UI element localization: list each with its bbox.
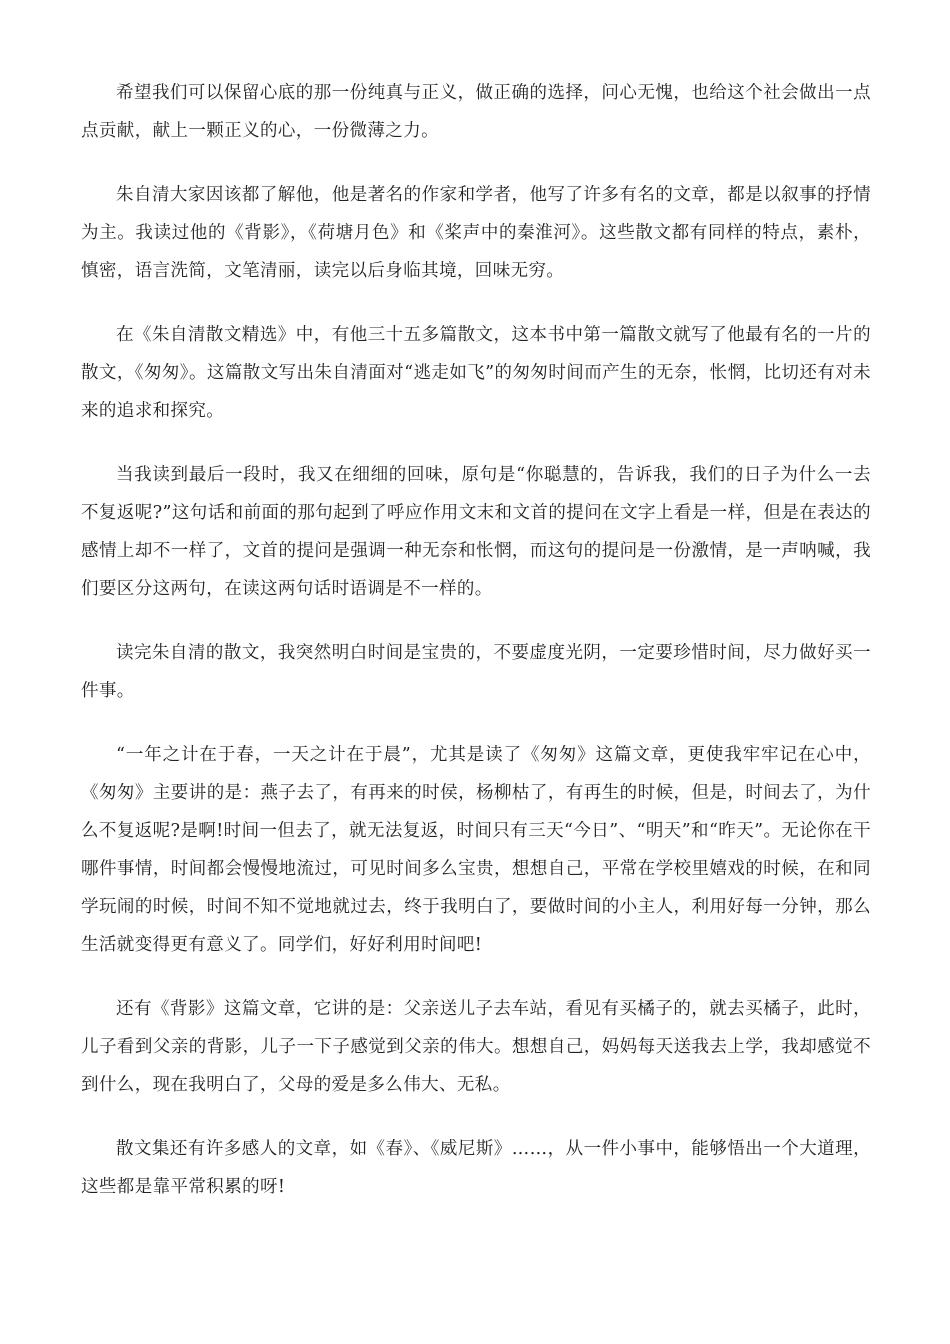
document-page bbox=[81, 74, 871, 1232]
paragraph: “一年之计在于春，一天之计在于晨”，尤其是读了《匆匆》这篇文章，更使我牢牢记在心中，《匆匆》主要讲的是：燕子去了，有再来的时侯，杨柳枯了，有再生的时候，但是，时间去了，为什么不复返呢?是啊!时间一但去了，就无法复返，时间只有三天“今日”、“明天”和“昨天”。无论你在干哪件事情，时间都会慢慢地流过，可见时间多么宝贵，想想自己，平常在学校里嬉戏的时候，在和同学玩闹的时候，时间不知不觉地就过去，终于我明白了，要做时间的小主人，利用好每一分钟，那么生活就变得更有意义了。同学们，好好利用时间吧! bbox=[81, 745, 871, 955]
paragraph: 散文集还有许多感人的文章，如《春》、《威尼斯》……，从一件小事中，能够悟出一个大道理，这些都是靠平常积累的呀! bbox=[81, 1139, 871, 1197]
paragraph: 读完朱自清的散文，我突然明白时间是宝贵的，不要虚度光阴，一定要珍惜时间，尽力做好买一件事。 bbox=[81, 643, 871, 701]
paragraph: 在《朱自清散文精选》中，有他三十五多篇散文，这本书中第一篇散文就写了他最有名的一片的散文，《匆匆》。这篇散文写出朱自清面对“逃走如飞”的匆匆时间而产生的无奈，怅惘，比切还有对未来的追求和探究。 bbox=[81, 325, 871, 421]
paragraph: 朱自清大家因该都了解他，他是著名的作家和学者，他写了许多有名的文章，都是以叙事的抒情为主。我读过他的《背影》，《荷塘月色》和《桨声中的秦淮河》。这些散文都有同样的特点，素朴，慎密，语言洗简，文笔清丽，读完以后身临其境，回味无穷。 bbox=[81, 185, 871, 281]
paragraph: 当我读到最后一段时，我又在细细的回味，原句是“你聪慧的，告诉我，我们的日子为什么一去不复返呢?”这句话和前面的那句起到了呼应作用文末和文首的提问在文字上看是一样，但是在表达的感情上却不一样了，文首的提问是强调一种无奈和怅惘，而这句的提问是一份激情，是一声呐喊，我们要区分这两句，在读这两句话时语调是不一样的。 bbox=[81, 465, 871, 599]
paragraph: 希望我们可以保留心底的那一份纯真与正义，做正确的选择，问心无愧，也给这个社会做出一点点贡献，献上一颗正义的心，一份微薄之力。 bbox=[81, 83, 871, 141]
paragraph: 还有《背影》这篇文章，它讲的是：父亲送儿子去车站，看见有买橘子的，就去买橘子，此时，儿子看到父亲的背影，儿子一下子感觉到父亲的伟大。想想自己，妈妈每天送我去上学，我却感觉不到什么，现在我明白了，父母的爱是多么伟大、无私。 bbox=[81, 999, 871, 1095]
